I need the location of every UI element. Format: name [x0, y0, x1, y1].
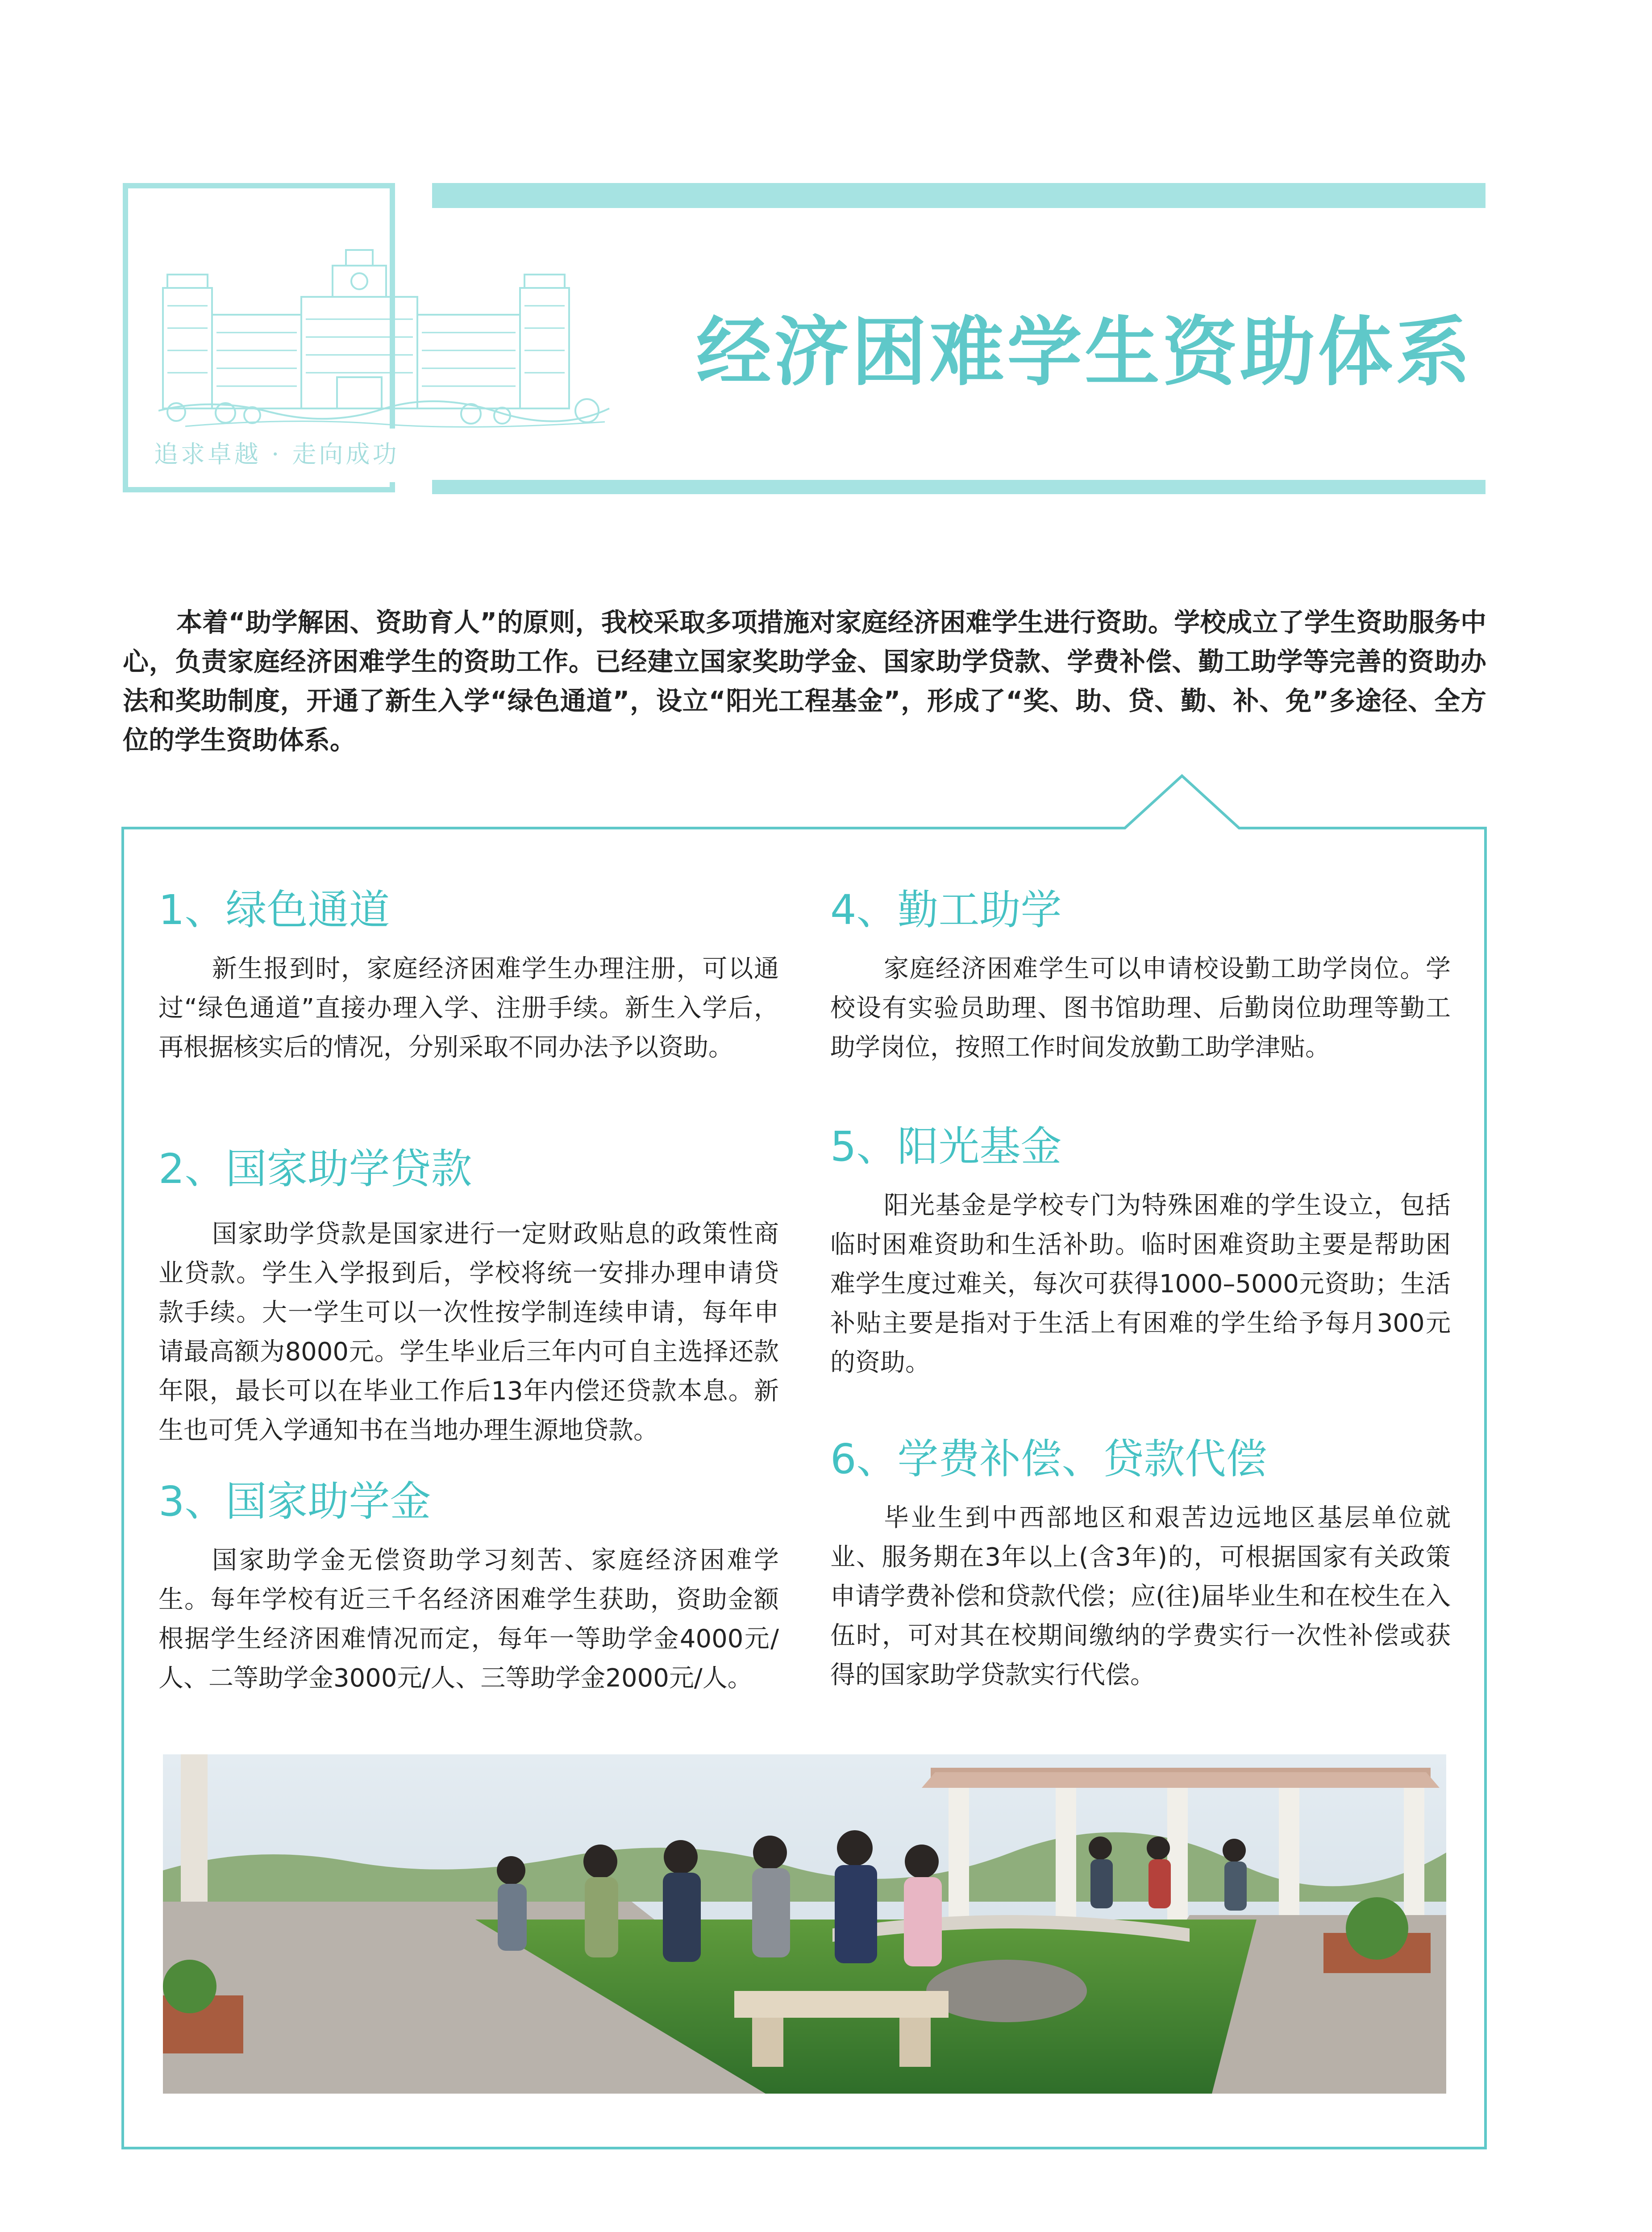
section-work-study [830, 877, 1451, 1067]
section-title: 1、绿色通道 [158, 886, 390, 934]
section-body: 国家助学贷款是国家进行一定财政贴息的政策性商业贷款。学生入学报到后，学校将统一安排办理申请贷款手续。大一学生可以一次性按学制连续申请，每年申请最高额为8000元。学生毕业后三年内可自主选择还款年限，最长可以在毕业工作后13年内偿还贷款本息。新生也可凭入学通知书在当地办理生源地贷款。 [158, 1220, 779, 1445]
section-body: 毕业生到中西部地区和艰苦边远地区基层单位就业、服务期在3年以上(含3年)的，可根据国家有关政策申请学费补偿和贷款代偿；应(往)届毕业生和在校生在入伍时，可对其在校期间缴纳的学费实行一次性补偿或获得的国家助学贷款实行代偿。 [830, 1503, 1451, 1690]
section-green-channel [158, 877, 779, 1067]
section-sunshine-fund [830, 1114, 1451, 1383]
section-body: 国家助学金无偿资助学习刻苦、家庭经济困难学生。每年学校有近三千名经济困难学生获助，资助金额根据学生经济困难情况而定，每年一等助学金4000元/人、二等助学金3000元/人、三等助学金2000元/人。 [158, 1546, 779, 1693]
section-title: 5、阳光基金 [830, 1123, 1062, 1170]
section-title: 2、国家助学贷款 [158, 1145, 472, 1193]
page-title: 经济困难学生资助体系 [696, 308, 1473, 396]
section-title: 4、勤工助学 [830, 886, 1062, 934]
section-body: 阳光基金是学校专门为特殊困难的学生设立，包括临时困难资助和生活补助。临时困难资助主要是帮助困难学生度过难关，每次可获得1000–5000元资助；生活补贴主要是指对于生活上有困难的学生给予每月300元的资助。 [830, 1191, 1451, 1377]
section-national-loan [158, 1136, 779, 1450]
section-title: 3、国家助学金 [158, 1478, 431, 1525]
slogan: 追求卓越 · 走向成功 [154, 440, 399, 468]
section-national-grant [158, 1469, 779, 1698]
campus-photo [163, 1754, 1446, 2094]
section-tuition-compensation [830, 1426, 1451, 1695]
campus-photo-illustration [163, 1754, 1446, 2094]
section-body: 家庭经济困难学生可以申请校设勤工助学岗位。学校设有实验员助理、图书馆助理、后勤岗位助理等勤工助学岗位，按照工作时间发放勤工助学津贴。 [830, 954, 1451, 1062]
section-body: 新生报到时，家庭经济困难学生办理注册，可以通过“绿色通道”直接办理入学、注册手续。新生入学后，再根据核实后的情况，分别采取不同办法予以资助。 [158, 954, 779, 1062]
intro-paragraph: 本着“助学解困、资助育人”的原则，我校采取多项措施对家庭经济困难学生进行资助。学校成立了学生资助服务中心，负责家庭经济困难学生的资助工作。已经建立国家奖助学金、国家助学贷款、学费补偿、勤工助学等完善的资助办法和奖助制度，开通了新生入学“绿色通道”，设立“阳光工程基金”，形成了“奖、助、贷、勤、补、免”多途径、全方位的学生资助体系。 [123, 607, 1486, 755]
section-title: 6、学费补偿、贷款代偿 [830, 1435, 1267, 1483]
